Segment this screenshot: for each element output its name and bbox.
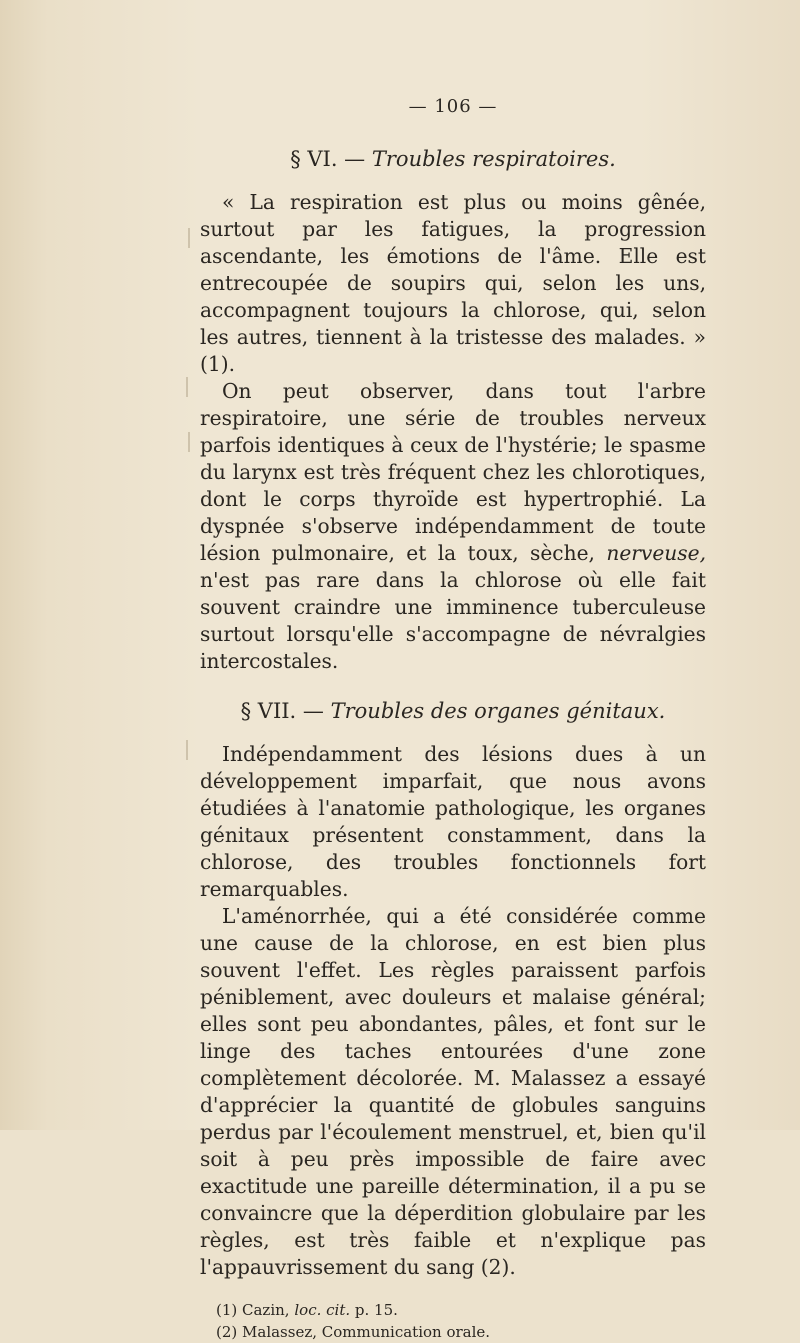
section-heading-respiratory (200, 147, 706, 171)
footnote-1 (200, 1299, 706, 1321)
paragraph-respiratory-troubles (200, 378, 706, 675)
footnote-text: (1) Cazin, (216, 1301, 290, 1319)
footnote-citation: loc. cit. (294, 1301, 351, 1319)
section-title: Troubles des organes génitaux. (330, 699, 666, 723)
emphasis-text: nerveuse, (606, 541, 706, 565)
margin-mark (188, 228, 190, 248)
margin-mark (186, 377, 188, 397)
section-label: § VII. — (240, 699, 324, 723)
paragraph-text: On peut observer, dans tout l'arbre respiratoire, une série de troubles nerveux parfois identiques à ceux de l'hystérie; le spasme du larynx est très fréquent chez les chlorotiques, dont le corps thyroïde est hypertrophié. La dyspnée s'observe indépendamment de toute lésion pulmonaire, et la toux, sèche, (200, 379, 706, 565)
footnotes (200, 1299, 706, 1343)
paragraph-genital-lesions: Indépendamment des lésions dues à un développement imparfait, que nous avons étudiées à l'anatomie pathologique, les organes génitaux présentent constamment, dans la chlorose, des troubles fonctionnels fort remarquables. (200, 742, 706, 901)
paragraph-amenorrhea: L'aménorrhée, qui a été considérée comme une cause de la chlorose, en est bien plus souvent l'effet. Les règles paraissent parfois péniblement, avec douleurs et malaise général; elles sont peu abondantes, pâles, et font sur le linge des taches entourées d'une zone complètement décolorée. M. Malassez a essayé d'apprécier la quantité de globules sanguins perdus par l'écoulement menstruel, et, bien qu'il soit à peu près impossible de faire avec exactitude une pareille détermination, il a pu se convaincre que la déperdition globulaire par les règles, est très faible et n'explique pas l'appauvrissement du sang (2). (200, 904, 706, 1279)
margin-mark (186, 740, 188, 760)
paragraph-respiration-quote: « La respiration est plus ou moins gênée, surtout par les fatigues, la progression ascendante, les émotions de l'âme. Elle est entrecoupée de soupirs qui, selon les uns, accompagnent toujours la chlorose, qui, selon les autres, tiennent à la tristesse des malades. » (1). (200, 190, 706, 376)
page-number: — 106 — (408, 96, 498, 117)
footnote-text: (2) Malassez, Communication orale. (216, 1323, 491, 1341)
section-title: Troubles respiratoires. (371, 147, 616, 171)
section-label: § VI. — (290, 147, 366, 171)
margin-mark (188, 432, 190, 452)
paragraph-text: n'est pas rare dans la chlorose où elle fait souvent craindre une imminence tuberculeuse surtout lorsqu'elle s'accompagne de névralgies intercostales. (200, 568, 706, 673)
footnote-page: p. 15. (354, 1301, 398, 1319)
footnote-2 (200, 1321, 706, 1343)
section-heading-genital (200, 699, 706, 723)
text-column (200, 96, 706, 1343)
